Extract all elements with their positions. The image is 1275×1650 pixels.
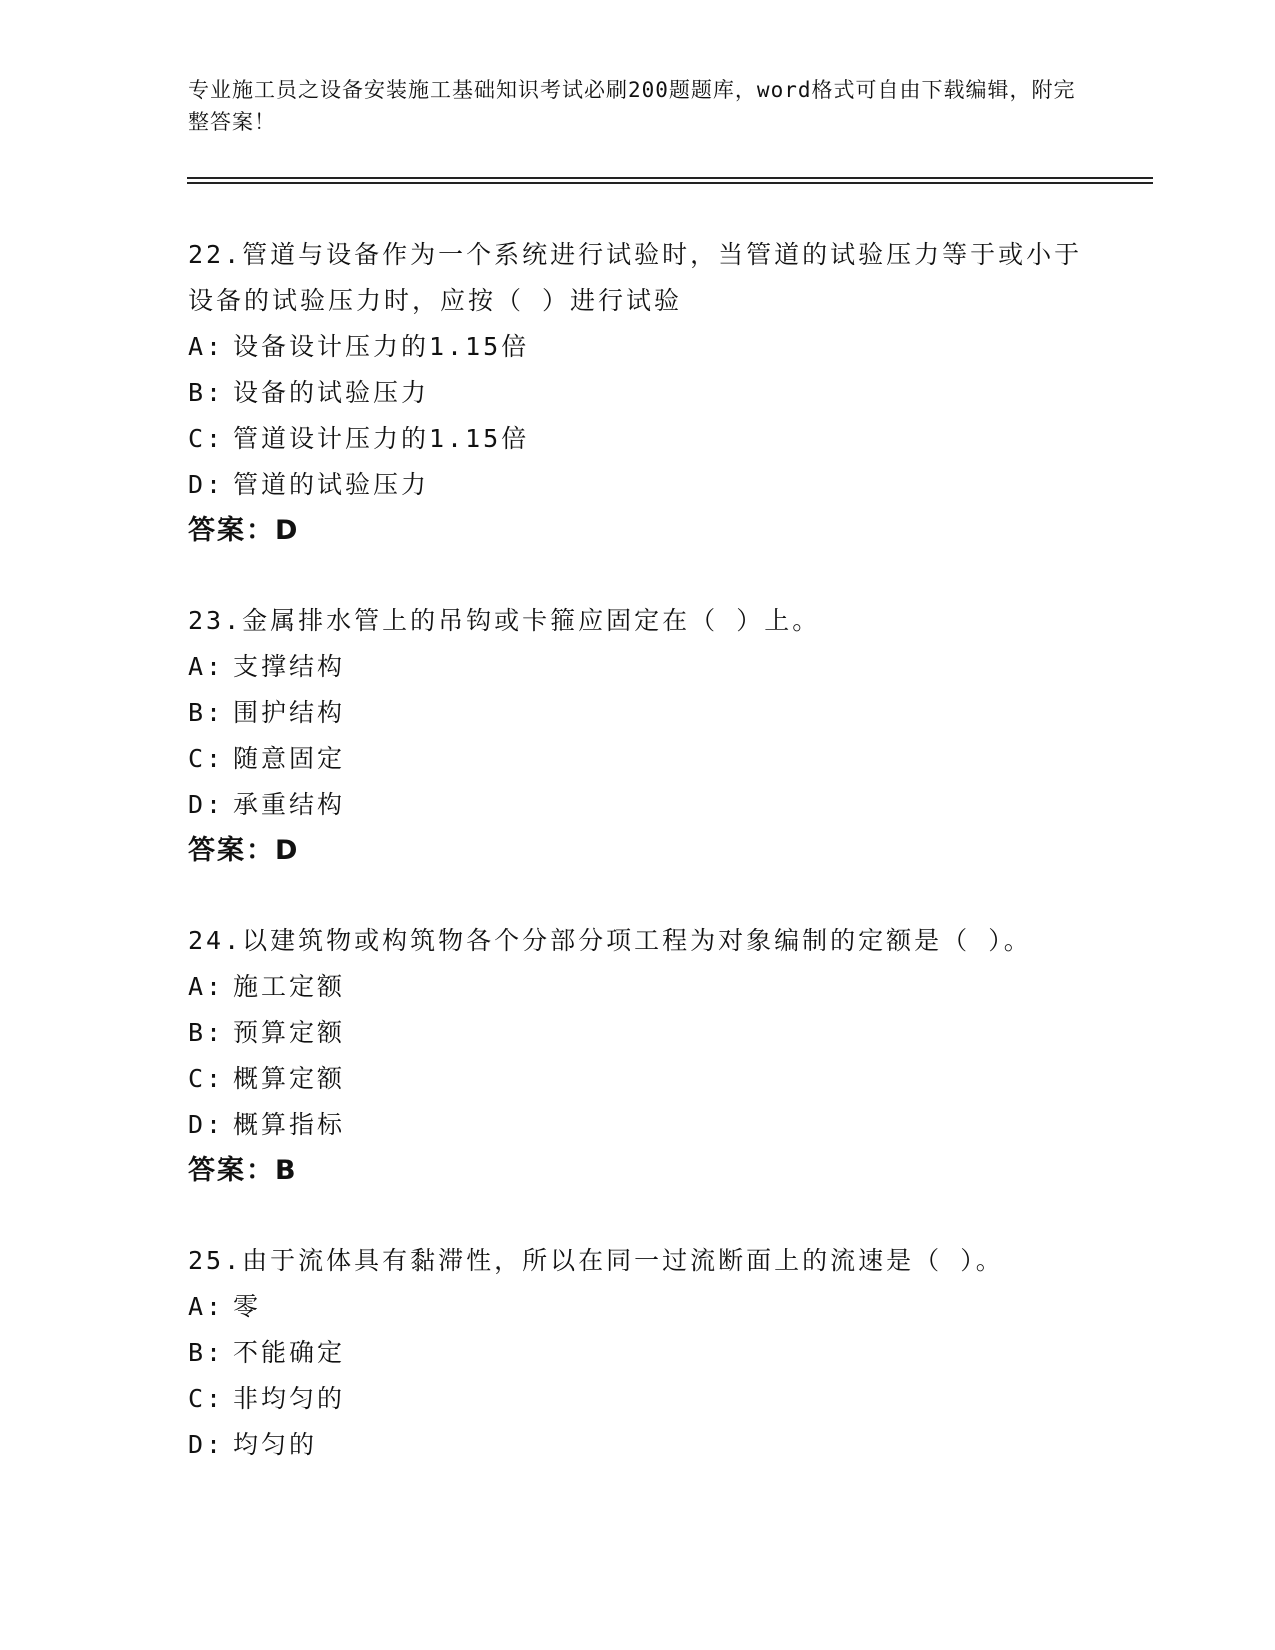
option-text: 施工定额 <box>233 972 346 1001</box>
option-b <box>188 690 1088 736</box>
option-a <box>188 644 1088 690</box>
option-letter: B: <box>188 378 225 407</box>
question-stem: 24.以建筑物或构筑物各个分部分项工程为对象编制的定额是（ ）。 <box>188 926 1032 955</box>
question-25 <box>188 1238 1088 1468</box>
option-text: 设备设计压力的1.15倍 <box>233 332 530 361</box>
option-text: 不能确定 <box>233 1338 346 1367</box>
option-letter: C: <box>188 1384 225 1413</box>
question-stem: 25.由于流体具有黏滞性，所以在同一过流断面上的流速是（ ）。 <box>188 1246 1004 1275</box>
option-d <box>188 1102 1088 1148</box>
option-letter: A: <box>188 652 225 681</box>
option-a <box>188 324 1088 370</box>
option-c <box>188 1056 1088 1102</box>
option-letter: D: <box>188 1110 225 1139</box>
header-divider-bottom <box>187 182 1153 184</box>
option-c <box>188 1376 1088 1422</box>
option-text: 设备的试验压力 <box>233 378 430 407</box>
option-text: 围护结构 <box>233 698 346 727</box>
option-d <box>188 1422 1088 1468</box>
option-letter: C: <box>188 744 225 773</box>
option-letter: C: <box>188 424 225 453</box>
option-letter: D: <box>188 790 225 819</box>
option-d <box>188 782 1088 828</box>
option-a <box>188 1284 1088 1330</box>
option-text: 管道设计压力的1.15倍 <box>233 424 530 453</box>
question-stem: 23.金属排水管上的吊钩或卡箍应固定在（ ）上。 <box>188 606 821 635</box>
option-b <box>188 1330 1088 1376</box>
option-text: 承重结构 <box>233 790 346 819</box>
answer-label: 答案：B <box>188 1155 298 1186</box>
option-text: 非均匀的 <box>233 1384 346 1413</box>
option-letter: D: <box>188 470 225 499</box>
option-text: 零 <box>233 1292 262 1321</box>
option-text: 随意固定 <box>233 744 346 773</box>
question-stem: 22.管道与设备作为一个系统进行试验时，当管道的试验压力等于或小于设备的试验压力时，应按（ ）进行试验 <box>188 240 1083 315</box>
option-b <box>188 370 1088 416</box>
question-24 <box>188 918 1088 1194</box>
answer-label: 答案：D <box>188 835 300 866</box>
option-b <box>188 1010 1088 1056</box>
option-letter: B: <box>188 1338 225 1367</box>
answer-label: 答案：D <box>188 515 300 546</box>
option-letter: A: <box>188 1292 225 1321</box>
question-23 <box>188 598 1088 874</box>
question-list <box>188 232 1088 1512</box>
option-letter: D: <box>188 1430 225 1459</box>
document-header: 专业施工员之设备安装施工基础知识考试必刷200题题库，word格式可自由下载编辑，附完整答案！ <box>188 78 1076 134</box>
option-letter: B: <box>188 1018 225 1047</box>
option-c <box>188 736 1088 782</box>
header-divider-top <box>187 177 1153 179</box>
question-22 <box>188 232 1088 554</box>
option-letter: B: <box>188 698 225 727</box>
option-text: 概算定额 <box>233 1064 346 1093</box>
option-text: 预算定额 <box>233 1018 346 1047</box>
option-letter: C: <box>188 1064 225 1093</box>
option-c <box>188 416 1088 462</box>
option-text: 管道的试验压力 <box>233 470 430 499</box>
option-letter: A: <box>188 972 225 1001</box>
option-d <box>188 462 1088 508</box>
option-a <box>188 964 1088 1010</box>
option-text: 支撑结构 <box>233 652 346 681</box>
option-text: 均匀的 <box>233 1430 318 1459</box>
option-text: 概算指标 <box>233 1110 346 1139</box>
option-letter: A: <box>188 332 225 361</box>
